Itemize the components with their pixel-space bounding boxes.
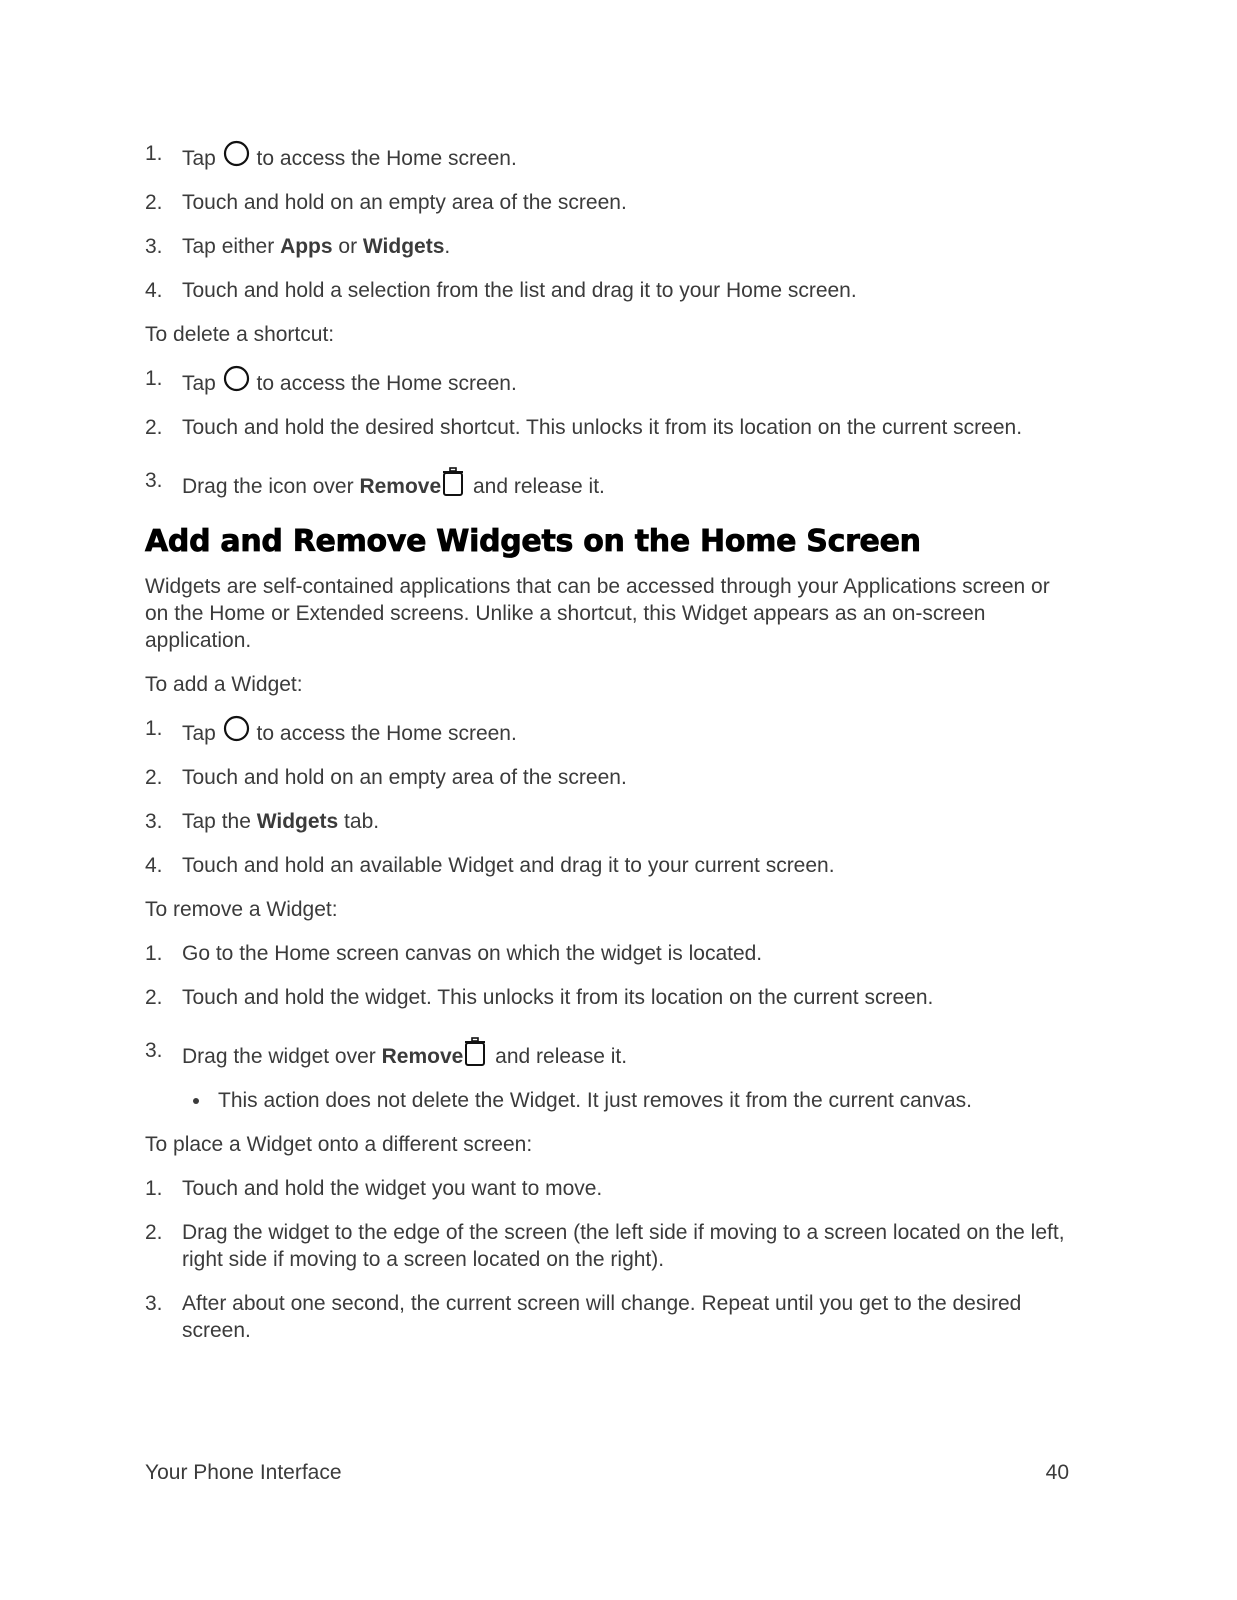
list-item [145,414,1075,441]
step-number: 2. [145,1221,163,1244]
step-number: 1. [145,142,163,165]
list-item [145,984,1075,1011]
step-text: Drag the icon over [182,475,360,498]
list-item [145,715,1075,747]
step-number: 1. [145,942,163,965]
list-item [145,1087,1075,1114]
step-number: 1. [145,717,163,740]
remove-label: Remove [381,1045,464,1068]
step-number: 3. [145,235,163,258]
list-item [145,189,1075,216]
step-text: to access the Home screen. [250,147,517,170]
step-text: Go to the Home screen canvas on which the widget is located. [182,942,763,965]
list-item [145,940,1075,967]
list-item [145,1037,1075,1070]
step-number: 1. [145,1177,163,1200]
widgets-label: Widgets [256,810,339,833]
list-item [145,852,1075,879]
list-item [145,233,1075,260]
bullet-icon [193,1098,199,1104]
step-text: Touch and hold the widget. This unlocks it from its location on the current screen. [182,986,934,1009]
trash-can-icon [441,467,465,497]
step-text: Touch and hold on an empty area of the screen. [182,191,627,214]
step-number: 2. [145,416,163,439]
step-text: Drag the widget to the edge of the screen (the left side if moving to a screen located on the left, right side if moving to a screen located on the right). [182,1221,1065,1271]
step-number: 3. [145,810,163,833]
step-text: or [332,235,363,258]
step-text: Tap either [182,235,281,258]
step-text: . [444,235,451,258]
list-item [145,467,1075,500]
note-text: This action does not delete the Widget. It just removes it from the current canvas. [218,1089,973,1112]
step-text: Tap [182,372,222,395]
step-text: Drag the widget over [182,1045,382,1068]
delete-shortcut-intro: To delete a shortcut: [145,323,335,346]
step-number: 2. [145,191,163,214]
list-item [145,1219,1075,1273]
footer-section-title: Your Phone Interface [145,1461,342,1484]
step-number: 4. [145,279,163,302]
remove-widget-intro: To remove a Widget: [145,898,338,921]
page-number: 40 [1045,1461,1069,1484]
place-widget-intro: To place a Widget onto a different screen: [145,1133,533,1156]
step-text: Touch and hold the widget you want to move. [182,1177,603,1200]
step-number: 2. [145,766,163,789]
step-number: 3. [145,1292,163,1315]
step-text: Tap [182,722,222,745]
list-item [145,808,1075,835]
section-heading: Add and Remove Widgets on the Home Screen [145,524,921,559]
step-text: Touch and hold the desired shortcut. This unlocks it from its location on the current screen. [182,416,1023,439]
step-text: Tap the [182,810,257,833]
list-item [145,140,1075,172]
step-text: Touch and hold on an empty area of the screen. [182,766,627,789]
list-item [145,365,1075,397]
home-circle-icon [223,365,250,392]
step-text: and release it. [489,1045,628,1068]
step-number: 4. [145,854,163,877]
list-item [145,277,1075,304]
step-text: to access the Home screen. [250,722,517,745]
step-text: to access the Home screen. [250,372,517,395]
trash-can-icon [463,1037,487,1067]
step-number: 1. [145,367,163,390]
widgets-label: Widgets [362,235,445,258]
step-text: Touch and hold a selection from the list and drag it to your Home screen. [182,279,857,302]
list-item [145,1175,1075,1202]
list-item [145,764,1075,791]
step-text: tab. [338,810,380,833]
add-widget-intro: To add a Widget: [145,673,303,696]
step-text: Tap [182,147,222,170]
step-text: After about one second, the current screen will change. Repeat until you get to the desired screen. [182,1292,1022,1342]
page-content [145,140,1075,1361]
home-circle-icon [223,715,250,742]
home-circle-icon [223,140,250,167]
list-item [145,1290,1075,1344]
apps-label: Apps [280,235,333,258]
step-number: 3. [145,469,163,492]
step-text: Touch and hold an available Widget and drag it to your current screen. [182,854,835,877]
step-number: 2. [145,986,163,1009]
section-intro: Widgets are self-contained applications that can be accessed through your Applications screen or on the Home or Extended screens. Unlike a shortcut, this Widget appears as an on-screen application. [145,575,1050,652]
step-number: 3. [145,1039,163,1062]
remove-label: Remove [359,475,442,498]
step-text: and release it. [467,475,605,498]
